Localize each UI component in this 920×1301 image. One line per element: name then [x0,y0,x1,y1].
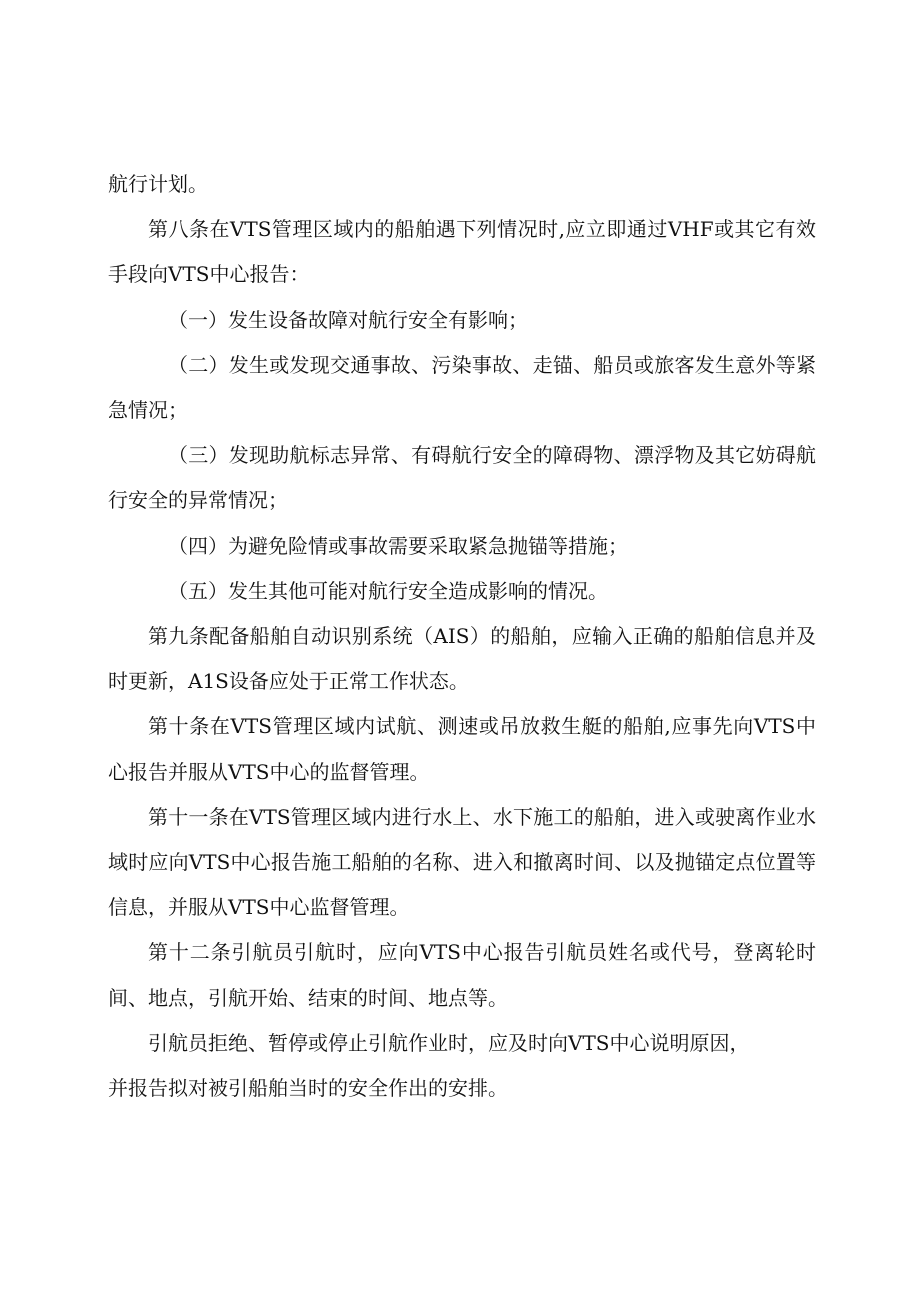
article-8-item-2: （二）发生或发现交通事故、污染事故、走锚、船员或旅客发生意外等紧急情况； [108,352,816,423]
article-9: 第九条配备船舶自动识别系统（AIS）的船舶，应输入正确的船舶信息并及时更新，A1S设备应处于正常工作状态。 [108,624,816,694]
article-12: 第十二条引航员引航时，应向VTS中心报告引航员姓名或代号，登离轮时间、地点，引航开始、结束的时间、地点等。 [108,940,816,1010]
article-8-item-1: （一）发生设备故障对航行安全有影响； [168,307,528,332]
pilot-refusal-paragraph: 引航员拒绝、暂停或停止引航作业时，应及时向VTS中心说明原因，并报告拟对被引船舶当时的安全作出的安排。 [108,1030,750,1101]
paragraph-continuation: 航行计划。 [108,172,208,196]
article-8-item-3: （三）发现助航标志异常、有碍航行安全的障碍物、漂浮物及其它妨碍航行安全的异常情况； [108,443,816,513]
article-8-item-5: （五）发生其他可能对航行安全造成影响的情况。 [168,578,608,603]
article-11: 第十一条在VTS管理区域内进行水上、水下施工的船舶，进入或驶离作业水域时应向VTS中心报告施工船舶的名称、进入和撤离时间、以及抛锚定点位置等信息，并服从VTS中心监督管理。 [108,804,816,920]
article-10: 第十条在VTS管理区域内试航、测速或吊放救生艇的船舶,应事先向VTS中心报告并服从VTS中心的监督管理。 [108,714,816,784]
article-8: 第八条在VTS管理区域内的船舶遇下列情况时,应立即通过VHF或其它有效手段向VTS中心报告： [108,217,816,287]
document-page [108,162,816,1111]
article-8-item-4: （四）为避免险情或事故需要采取紧急抛锚等措施； [168,533,628,558]
